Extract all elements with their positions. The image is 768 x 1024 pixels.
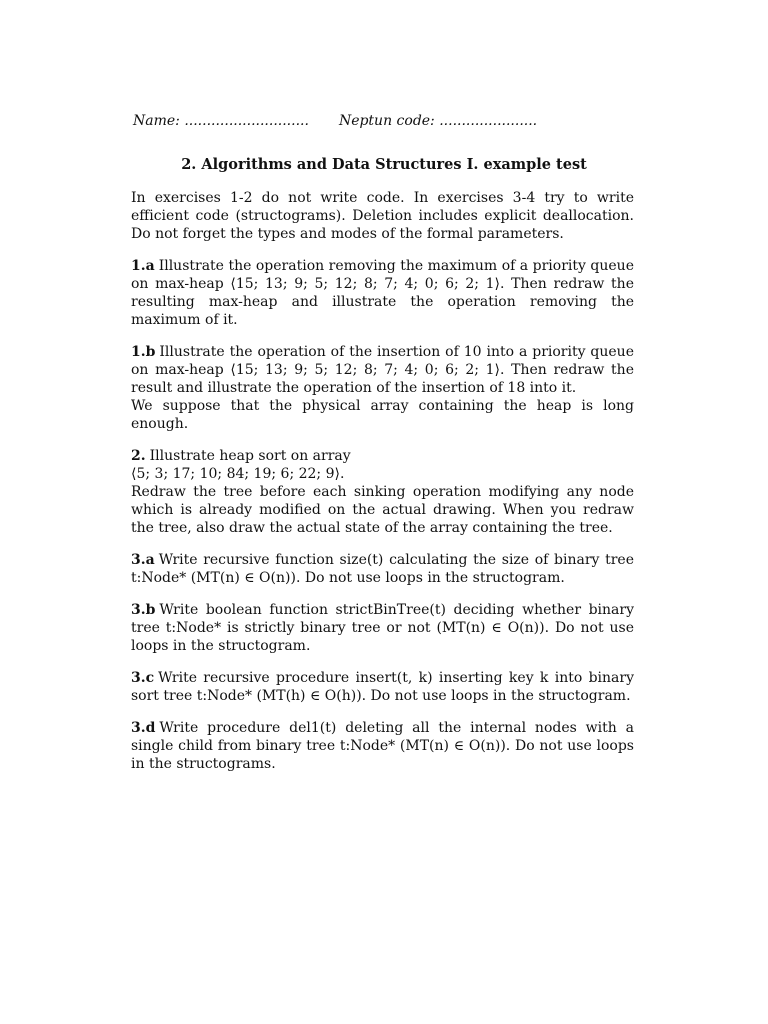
exercise-text: Illustrate the operation of the insertion of 10 into a priority queue on max-heap ⟨15; 13; 9; 5; 12; 8; 7; 4; 0; 6; 2; 1⟩. Then redraw the result and illustrate the operation of the insertion of 18 into it.: [131, 344, 634, 396]
exercise-text: Illustrate heap sort on array: [149, 448, 351, 464]
exercise-1a: [131, 257, 634, 329]
exercise-label: 1.a: [131, 258, 155, 274]
exercise-text: Write recursive procedure insert(t, k) inserting key k into binary sort tree t:Node* (MT(h) ∈ O(h)). Do not use loops in the structogram.: [131, 670, 634, 704]
header-line: [133, 113, 537, 129]
name-field-label: Name: ............................: [133, 113, 309, 129]
exercise-3c: [131, 669, 634, 705]
page-title: 2. Algorithms and Data Structures I. example test: [181, 156, 587, 173]
exercise-label: 3.b: [131, 602, 156, 618]
exercise-text: Write recursive function size(t) calculating the size of binary tree t:Node* (MT(n) ∈ O(n)). Do not use loops in the structogram.: [131, 552, 634, 586]
exercise-label: 3.c: [131, 670, 155, 686]
exercise-label: 3.a: [131, 552, 155, 568]
exercise-3b: [131, 601, 634, 655]
exercise-array: ⟨5; 3; 17; 10; 84; 19; 6; 22; 9⟩.: [131, 466, 345, 482]
exercise-text: Write boolean function strictBinTree(t) deciding whether binary tree t:Node* is strictly binary tree or not (MT(n) ∈ O(n)). Do not use loops in the structogram.: [131, 602, 634, 654]
exercise-note: We suppose that the physical array containing the heap is long enough.: [131, 398, 634, 432]
intro-paragraph: In exercises 1-2 do not write code. In exercises 3-4 try to write efficient code (structograms). Deletion includes explicit deallocation. Do not forget the types and modes of the formal parameters.: [131, 190, 634, 242]
exercise-note: Redraw the tree before each sinking operation modifying any node which is already modified on the actual drawing. When you redraw the tree, also draw the actual state of the array containing the tree.: [131, 484, 634, 536]
exercise-text: Write procedure del1(t) deleting all the internal nodes with a single child from binary tree t:Node* (MT(n) ∈ O(n)). Do not use loops in the structograms.: [131, 720, 634, 772]
document-body: [131, 189, 634, 787]
exercise-1b: [131, 343, 634, 433]
exercise-3a: [131, 551, 634, 587]
exercise-3d: [131, 719, 634, 773]
exercise-text: Illustrate the operation removing the maximum of a priority queue on max-heap ⟨15; 13; 9; 5; 12; 8; 7; 4; 0; 6; 2; 1⟩. Then redraw the resulting max-heap and illustrate the operation removing the maximum of it.: [131, 258, 634, 328]
neptun-code-label: Neptun code: ......................: [338, 113, 538, 129]
exercise-2: [131, 447, 634, 537]
exercise-label: 1.b: [131, 344, 156, 360]
exercise-label: 2.: [131, 448, 146, 464]
exercise-label: 3.d: [131, 720, 156, 736]
